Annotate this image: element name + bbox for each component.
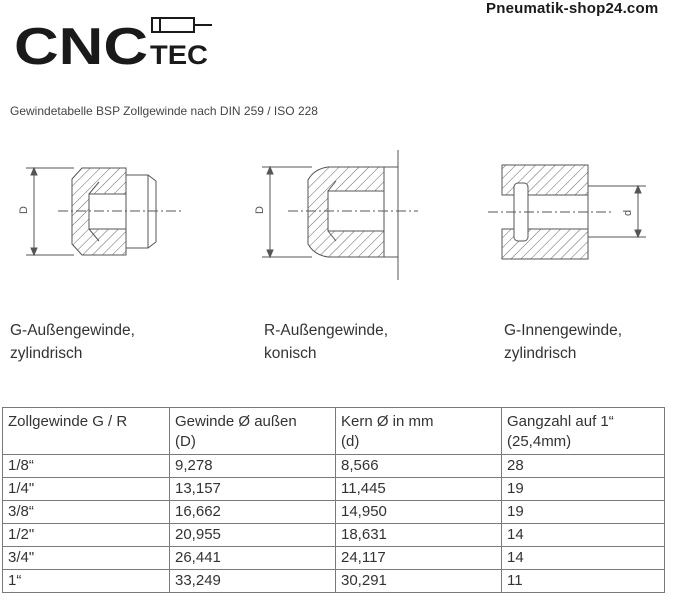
table-header-row: [3, 408, 665, 455]
cell-outer: 26,441: [170, 547, 336, 570]
table-row: [3, 524, 665, 547]
r-external-thread-diagram: [252, 145, 422, 285]
diagram-2-label: [264, 319, 388, 365]
header-core-diameter-text: Kern Ø in mm: [341, 413, 434, 430]
table-row: [3, 547, 665, 570]
cell-tpi: 11: [502, 570, 665, 593]
header-core-diameter-sub: (d): [341, 433, 360, 450]
cell-outer: 20,955: [170, 524, 336, 547]
logo-main-text: CNC: [14, 18, 148, 74]
cell-size: 1/4": [3, 478, 170, 501]
diagram-1-label-line1: G-Außengewinde,: [10, 322, 135, 339]
cell-size: 3/8“: [3, 501, 170, 524]
cnc-tec-logo: [14, 14, 214, 74]
cell-size: 1/8“: [3, 455, 170, 478]
table-caption: Gewindetabelle BSP Zollgewinde nach DIN 259 / ISO 228: [10, 104, 318, 118]
diagram-1-label: [10, 319, 135, 365]
table-row: [3, 570, 665, 593]
header-outer-diameter: [170, 408, 336, 455]
table-row: [3, 501, 665, 524]
diagram-3-label: [504, 319, 622, 365]
cell-core: 30,291: [336, 570, 502, 593]
diagram-3-label-line2: zylindrisch: [504, 345, 577, 362]
cell-size: 1/2": [3, 524, 170, 547]
table-row: [3, 478, 665, 501]
shop-name: Pneumatik-shop24.com: [486, 0, 659, 17]
diagram-2-dim-label: D: [254, 206, 266, 214]
header-tpi-text: Gangzahl auf 1“: [507, 413, 614, 430]
cell-tpi: 28: [502, 455, 665, 478]
header-size-text: Zollgewinde G / R: [8, 413, 128, 430]
cell-outer: 16,662: [170, 501, 336, 524]
cell-core: 14,950: [336, 501, 502, 524]
diagram-2-label-line2: konisch: [264, 345, 317, 362]
cell-core: 24,117: [336, 547, 502, 570]
cell-outer: 33,249: [170, 570, 336, 593]
cell-outer: 13,157: [170, 478, 336, 501]
cell-tpi: 14: [502, 524, 665, 547]
header-tpi-sub: (25,4mm): [507, 433, 572, 450]
diagram-2-label-line1: R-Außengewinde,: [264, 322, 389, 339]
cylinder-icon: [152, 18, 212, 32]
cell-tpi: 19: [502, 501, 665, 524]
header-tpi: [502, 408, 665, 455]
diagram-3-label-line1: G-Innengewinde,: [504, 322, 623, 339]
cell-size: 3/4": [3, 547, 170, 570]
cell-size: 1“: [3, 570, 170, 593]
header-size: [3, 408, 170, 455]
header-outer-diameter-sub: (D): [175, 433, 196, 450]
thread-table: [2, 407, 665, 593]
diagram-1-label-line2: zylindrisch: [10, 345, 83, 362]
cell-tpi: 14: [502, 547, 665, 570]
cell-tpi: 19: [502, 478, 665, 501]
cell-outer: 9,278: [170, 455, 336, 478]
g-external-thread-diagram: [14, 145, 194, 265]
diagram-1-dim-label: D: [18, 206, 30, 214]
header-core-diameter: [336, 408, 502, 455]
table-row: [3, 455, 665, 478]
diagram-3-dim-label: d: [622, 209, 634, 216]
logo-sub-text: TEC: [150, 40, 208, 70]
cell-core: 11,445: [336, 478, 502, 501]
g-internal-thread-diagram: [486, 145, 656, 275]
cell-core: 8,566: [336, 455, 502, 478]
header-outer-diameter-text: Gewinde Ø außen: [175, 413, 297, 430]
cell-core: 18,631: [336, 524, 502, 547]
